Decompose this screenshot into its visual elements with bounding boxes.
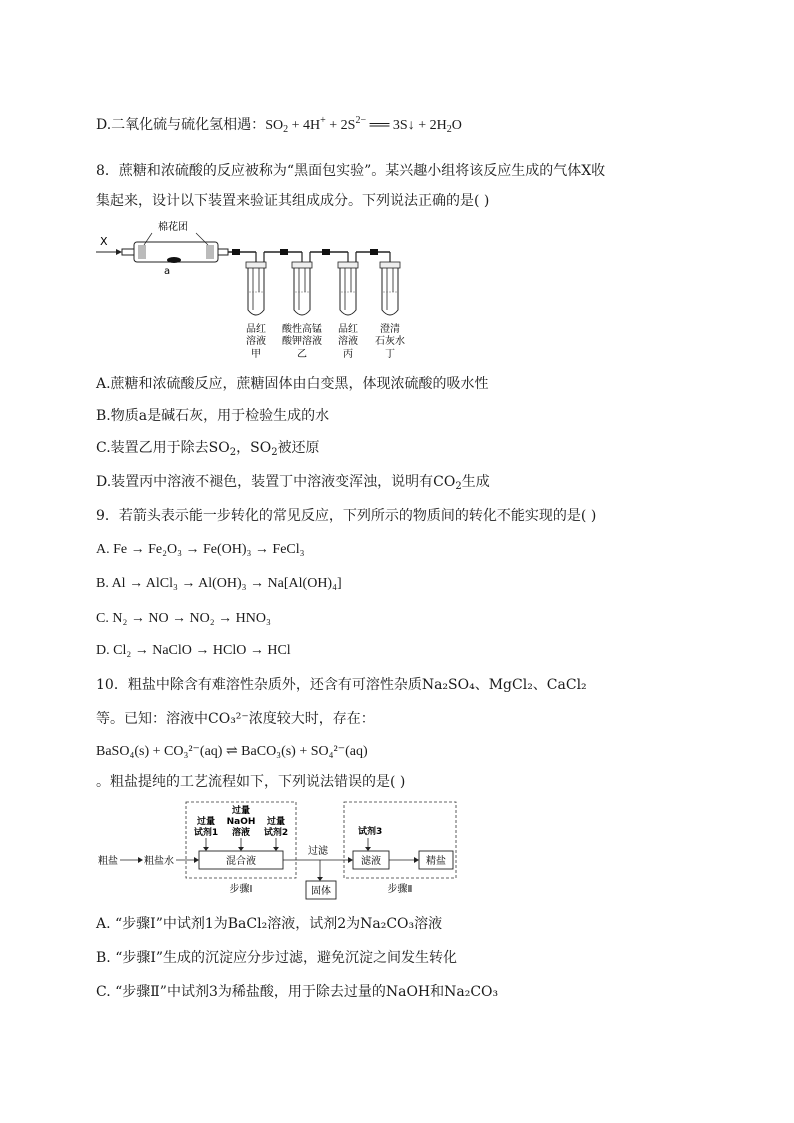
filtrate-label: 滤液 <box>361 856 381 867</box>
reagent1-line1: 过量 <box>196 817 216 827</box>
step2-label: 步骤Ⅱ <box>387 884 413 895</box>
test-tube-ding <box>380 262 400 315</box>
test-tube-yi <box>292 262 312 315</box>
q10-option-c: C. “步骤Ⅱ”中试剂3为稀盐酸，用于除去过量的NaOH和Na₂CO₃ <box>96 984 499 1000</box>
q9-option-d: D. Cl₂ → NaClO → HClO → HCl <box>96 643 291 658</box>
refined-label: 精盐 <box>426 856 446 867</box>
q9-stem: 9．若箭头表示能一步转化的常见反应，下列所示的物质间的转化不能实现的是( ) <box>96 508 597 524</box>
naoh-line3: 溶液 <box>231 828 251 838</box>
x-inlet-arrowhead <box>116 249 122 255</box>
reagent3-label: 试剂3 <box>358 827 383 837</box>
q8-apparatus-figure <box>96 218 426 364</box>
filter-label: 过滤 <box>308 846 328 857</box>
q8-stem-line2: 集起来，设计以下装置来验证其组成成分。下列说法正确的是( ) <box>96 193 490 209</box>
substance-a <box>167 257 181 263</box>
tube-bing-label2: 溶液 <box>338 336 358 347</box>
tube-ding-label1: 澄清 <box>380 324 400 335</box>
reagent1-line2: 试剂1 <box>193 828 219 838</box>
tube-bing-name: 丙 <box>343 349 353 360</box>
tube-bing-label1: 品红 <box>338 324 358 335</box>
x-gas-label: X <box>100 235 108 248</box>
tube-jia-name: 甲 <box>251 349 261 360</box>
reagent2-line1: 过量 <box>266 817 286 827</box>
tube-yi-label2: 酸钾溶液 <box>282 336 322 347</box>
tube-jia-label2: 溶液 <box>246 336 266 347</box>
q9-option-a: A. Fe → Fe₂O₃ → Fe(OH)₃ → FeCl₃ <box>96 542 305 557</box>
tube-ding-name: 丁 <box>385 349 395 360</box>
q8-option-d: D.装置丙中溶液不褪色，装置丁中溶液变浑浊，说明有$CO_2$生成 <box>96 474 490 492</box>
q10-stem-line2: 等。已知：溶液中CO₃²⁻浓度较大时，存在： <box>96 711 375 727</box>
tube-jia-label1: 品红 <box>246 324 266 335</box>
naoh-line1: 过量 <box>231 806 251 816</box>
q10-option-a: A. “步骤Ⅰ”中试剂1为BaCl₂溶液，试剂2为Na₂CO₃溶液 <box>96 916 443 932</box>
q9-option-c: C. N₂ → NO → NO₂ → HNO₃ <box>96 611 271 626</box>
tube-yi-name: 乙 <box>297 349 307 360</box>
q8-option-c: C.装置乙用于除去$SO_2$，$SO_2$被还原 <box>96 440 320 458</box>
q10-equilibrium: BaSO₄(s) + CO₃²⁻(aq) ⇌ BaCO₃(s) + SO₄²⁻(aq) <box>96 744 368 759</box>
mix-label: 混合液 <box>226 856 256 867</box>
solid-label: 固体 <box>311 886 331 897</box>
q8-option-b: B.物质a是碱石灰，用于检验生成的水 <box>96 408 330 424</box>
tube-yi-label1: 酸性高锰 <box>282 324 322 335</box>
q10-stem-line1: 10．粗盐中除含有难溶性杂质外，还含有可溶性杂质Na₂SO₄、MgCl₂、CaCl₂ <box>96 677 587 693</box>
cotton-label: 棉花团 <box>158 222 188 233</box>
q8-stem-line1: 8．蔗糖和浓硫酸的反应被称为“黑面包实验”。某兴趣小组将该反应生成的气体X收 <box>96 163 606 179</box>
crude-water-label: 粗盐水 <box>144 856 174 867</box>
crude-salt-label: 粗盐 <box>98 856 118 867</box>
naoh-line2: NaOH <box>226 817 256 827</box>
cotton-plug-right <box>206 245 214 259</box>
inlet-pipe <box>122 249 134 255</box>
substance-a-label: a <box>164 266 171 277</box>
q10-option-b: B. “步骤Ⅰ”生成的沉淀应分步过滤，避免沉淀之间发生转化 <box>96 950 458 966</box>
test-tube-jia <box>246 262 266 315</box>
step1-label: 步骤Ⅰ <box>229 884 253 895</box>
q9-option-b: B. Al → AlCl₃ → Al(OH)₃ → Na[Al(OH)₄] <box>96 576 342 591</box>
q10-stem-line3: 。粗盐提纯的工艺流程如下，下列说法错误的是( ) <box>96 774 406 790</box>
test-tube-bing <box>338 262 358 315</box>
tube-ding-label2: 石灰水 <box>375 336 405 347</box>
q7-equation: $SO_2 + 4H^+ + 2S^{2-}$ ══ 3S↓ + $2H_2O$ <box>265 115 462 135</box>
q10-flow-diagram <box>96 800 466 904</box>
cotton-plug-left <box>138 245 146 259</box>
q7-option-d: D.二氧化硫与硫化氢相遇：$SO_2 + 4H^+ + 2S^{2-}$ ══ 3S↓ + $2H_2O$ <box>96 115 462 135</box>
q8-option-a: A.蔗糖和浓硫酸反应，蔗糖固体由白变黑，体现浓硫酸的吸水性 <box>96 376 489 392</box>
reagent2-line2: 试剂2 <box>263 828 289 838</box>
